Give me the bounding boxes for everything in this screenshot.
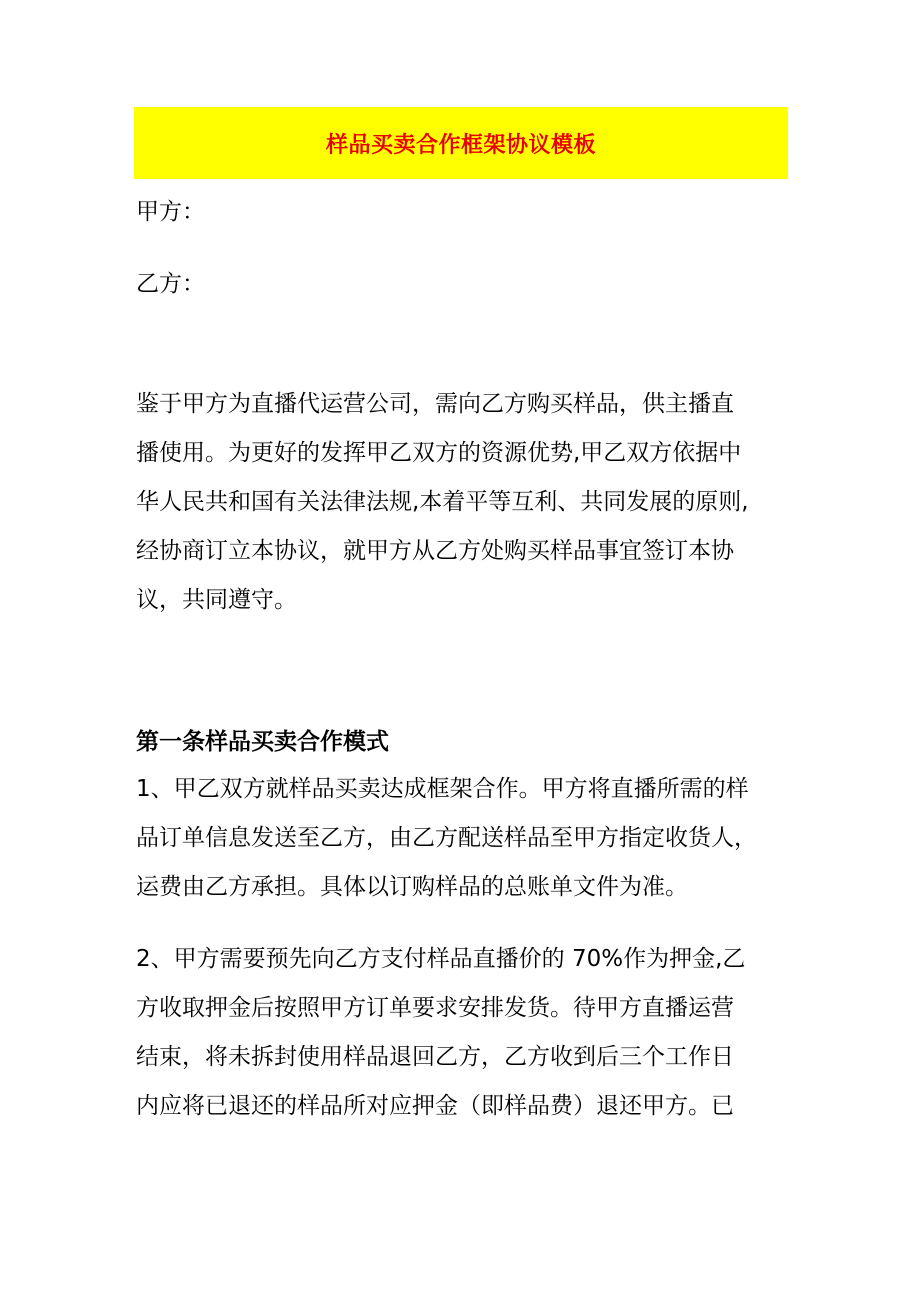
clause-line: 内应将已退还的样品所对应押金（即样品费）退还甲方。已	[136, 1093, 734, 1119]
clause-line: 方收取押金后按照甲方订单要求安排发货。待甲方直播运营	[136, 995, 734, 1021]
clause-line: 品订单信息发送至乙方，由乙方配送样品至甲方指定收货人，	[136, 825, 757, 851]
preamble-line: 议，共同遵守。	[136, 587, 297, 613]
clause-line: 结束，将未拆封使用样品退回乙方，乙方收到后三个工作日	[136, 1044, 734, 1070]
article-1-heading: 第一条样品买卖合作模式	[136, 729, 389, 755]
clause-line: 1、甲乙双方就样品买卖达成框架合作。甲方将直播所需的样	[136, 776, 749, 802]
title-banner	[134, 107, 788, 179]
clause-line: 运费由乙方承担。具体以订购样品的总账单文件为准。	[136, 874, 688, 900]
preamble-line: 鉴于甲方为直播代运营公司，需向乙方购买样品，供主播直	[136, 391, 734, 417]
preamble-line: 华人民共和国有关法律法规,本着平等互利、共同发展的原则,	[136, 489, 749, 515]
preamble-line: 经协商订立本协议，就甲方从乙方处购买样品事宜签订本协	[136, 538, 734, 564]
document-title: 样品买卖合作框架协议模板	[325, 132, 596, 158]
preamble-line: 播使用。为更好的发挥甲乙双方的资源优势,甲乙双方依据中	[136, 440, 742, 466]
clause-line: 2、甲方需要预先向乙方支付样品直播价的 70%作为押金,乙	[136, 946, 746, 972]
party-b-label: 乙方：	[136, 271, 205, 297]
article-1-clause-2	[136, 935, 796, 1131]
article-1-clause-1	[136, 765, 796, 912]
preamble-paragraph	[136, 380, 796, 625]
party-a-label: 甲方：	[136, 199, 205, 225]
